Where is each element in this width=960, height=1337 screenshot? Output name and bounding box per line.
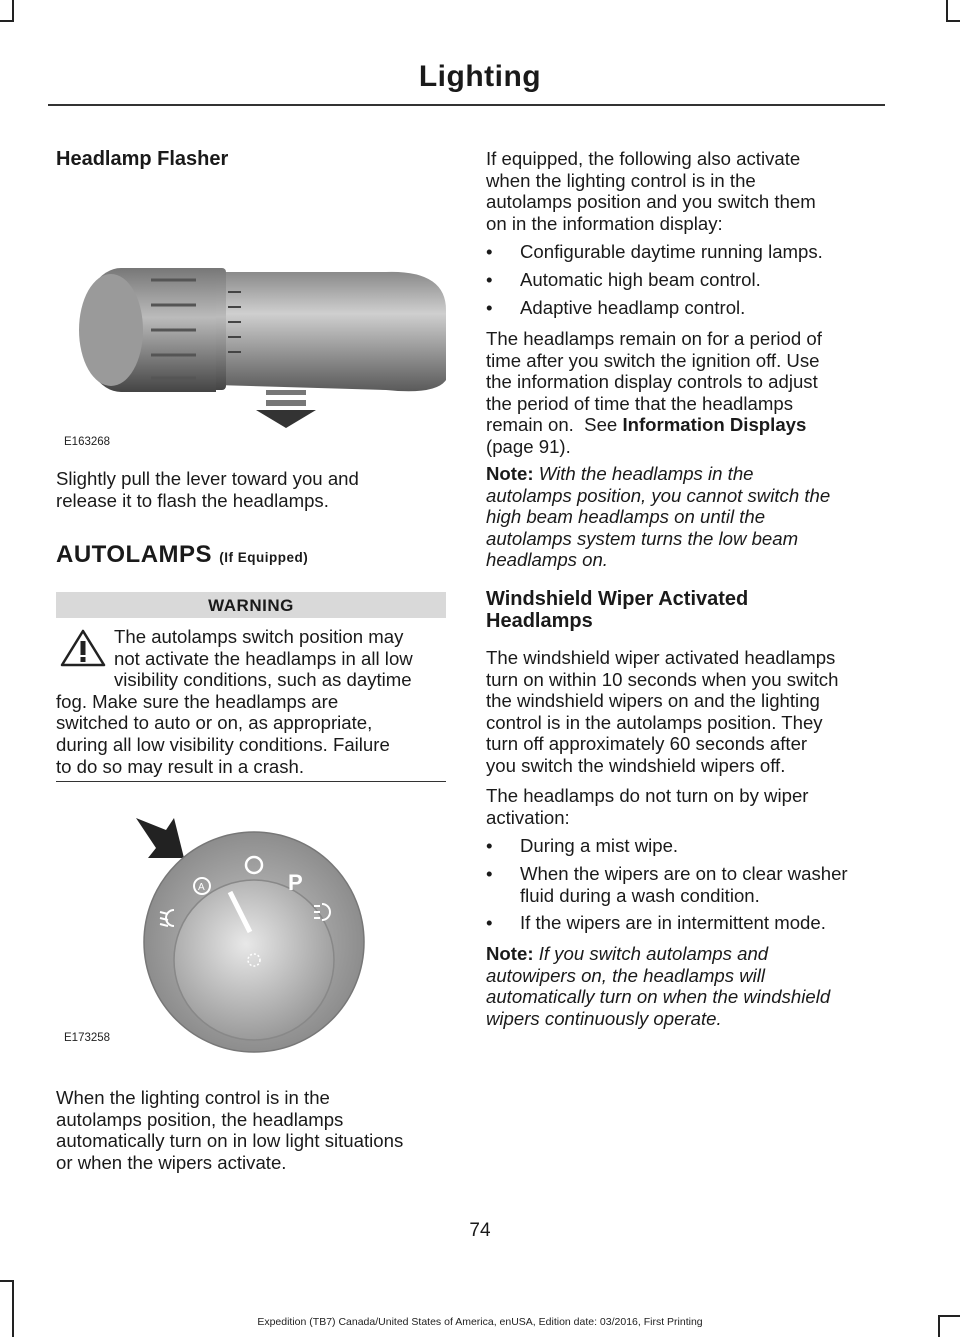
paragraph-flash <box>56 468 451 511</box>
paragraph-remain-on <box>486 328 881 458</box>
crop-mark <box>946 20 960 22</box>
text-span: remain on. See <box>486 414 623 436</box>
text-line: to do so may result in a crash. <box>56 755 305 777</box>
paragraph-if-equipped <box>486 148 881 234</box>
list-item-text: Automatic high beam control. <box>520 269 761 290</box>
text-line: time after you switch the ignition off. Use <box>486 349 820 371</box>
text-line: activation: <box>486 806 570 828</box>
flasher-lever-illustration <box>56 180 446 455</box>
text-line <box>486 943 886 965</box>
text-line: fog. Make sure the headlamps are <box>56 690 339 712</box>
text-line: turn on within 10 seconds when you switch <box>486 668 839 690</box>
text-line: autolamps system turns the low beam <box>486 527 799 549</box>
crop-mark <box>12 0 14 20</box>
note-autolamps <box>486 463 881 571</box>
text-line: the period of time that the headlamps <box>486 392 793 414</box>
heading-suffix: (If Equipped) <box>219 550 309 565</box>
text-line: When the lighting control is in the <box>56 1087 330 1108</box>
text-line: autowipers on, the headlamps will <box>486 964 766 986</box>
heading-text: AUTOLAMPS <box>56 541 213 568</box>
list-item <box>486 241 881 263</box>
note-label: Note: <box>486 463 534 484</box>
text-line: on in the information display: <box>486 212 723 234</box>
text-line: headlamps on. <box>486 549 608 571</box>
warning-text <box>56 626 448 777</box>
list-item <box>486 863 886 907</box>
crop-mark <box>0 1280 14 1282</box>
list-item-text: fluid during a wash condition. <box>520 884 760 906</box>
svg-text:P: P <box>288 870 303 895</box>
note-autowipers <box>486 943 886 1029</box>
text-line: Slightly pull the lever toward you and <box>56 468 359 489</box>
text-line: (page 91). <box>486 435 571 457</box>
text-line: automatically turn on when the windshield <box>486 986 831 1008</box>
paragraph-not-turn-on <box>486 785 881 828</box>
text-line: The headlamps remain on for a period of <box>486 328 822 349</box>
list-item <box>486 297 881 319</box>
text-line <box>486 414 881 436</box>
text-line: you switch the windshield wipers off. <box>486 754 786 776</box>
page-number: 74 <box>469 1220 491 1241</box>
list-item-text: If the wipers are in intermittent mode. <box>520 912 826 933</box>
list-item-text: During a mist wipe. <box>520 835 679 856</box>
header-rule <box>48 104 885 106</box>
text-line: control is in the autolamps position. They <box>486 711 823 733</box>
heading-autolamps <box>56 541 308 569</box>
warning-bar: WARNING <box>56 592 446 618</box>
bullet-mark: • <box>486 241 493 262</box>
bullet-mark: • <box>486 297 493 318</box>
text-line: switched to auto or on, as appropriate, <box>56 712 373 734</box>
bullet-mark: • <box>486 835 493 856</box>
text-line: during all low visibility conditions. Failure <box>56 733 390 755</box>
crop-mark <box>12 1280 14 1337</box>
note-text: With the headlamps in the <box>538 463 754 484</box>
heading-line: Headlamps <box>486 610 593 632</box>
text-line: The headlamps do not turn on by wiper <box>486 785 809 806</box>
warning-rule <box>56 781 446 782</box>
list-item-text: Adaptive headlamp control. <box>520 297 746 318</box>
paragraph-lighting-control <box>56 1087 451 1173</box>
cross-reference-link[interactable]: Information Displays <box>622 414 807 436</box>
list-item <box>486 269 881 291</box>
bullet-mark: • <box>486 863 493 884</box>
text-line: autolamps position, the headlamps <box>56 1108 344 1130</box>
text-line <box>486 463 881 485</box>
heading-headlamp-flasher: Headlamp Flasher <box>56 148 229 170</box>
crop-mark <box>0 20 14 22</box>
text-line: not activate the headlamps in all low <box>114 647 413 669</box>
note-label: Note: <box>486 943 534 964</box>
text-line: The windshield wiper activated headlamps <box>486 647 836 668</box>
text-line: release it to flash the headlamps. <box>56 489 329 511</box>
text-line: high beam headlamps on until the <box>486 506 766 528</box>
crop-mark <box>946 0 948 20</box>
page-title: Lighting <box>418 60 542 93</box>
text-line: the windshield wipers on and the lighting <box>486 690 820 712</box>
text-line: turn off approximately 60 seconds after <box>486 733 808 755</box>
text-line: automatically turn on in low light situations <box>56 1130 404 1152</box>
footer-text: Expedition (TB7) Canada/United States of America, enUSA, Edition date: 03/2016, First Printing <box>257 1316 703 1328</box>
bullet-mark: • <box>486 269 493 290</box>
text-line: visibility conditions, such as daytime <box>114 669 412 691</box>
list-item-text: When the wipers are on to clear washer <box>520 863 848 884</box>
paragraph-wiper <box>486 647 886 777</box>
list-item <box>486 912 886 934</box>
figure-code: E163268 <box>64 436 111 448</box>
text-line: when the lighting control is in the <box>486 169 756 191</box>
text-line: The autolamps switch position may <box>114 626 404 647</box>
list-item <box>486 835 886 857</box>
figure-code: E173258 <box>64 1032 111 1044</box>
text-line: or when the wipers activate. <box>56 1151 287 1173</box>
heading-wiper-headlamps <box>486 588 881 632</box>
text-line: the information display controls to adjust <box>486 371 818 393</box>
heading-line: Windshield Wiper Activated <box>486 588 749 610</box>
svg-text:A: A <box>198 882 205 893</box>
text-line: If equipped, the following also activate <box>486 148 801 169</box>
bullet-mark: • <box>486 912 493 933</box>
text-line: autolamps position, you cannot switch the <box>486 484 831 506</box>
note-text: If you switch autolamps and <box>538 943 769 964</box>
text-line: wipers continuously operate. <box>486 1007 722 1029</box>
text-line: autolamps position and you switch them <box>486 191 816 213</box>
lighting-control-illustration <box>56 800 446 1065</box>
list-item-text: Configurable daytime running lamps. <box>520 241 823 262</box>
